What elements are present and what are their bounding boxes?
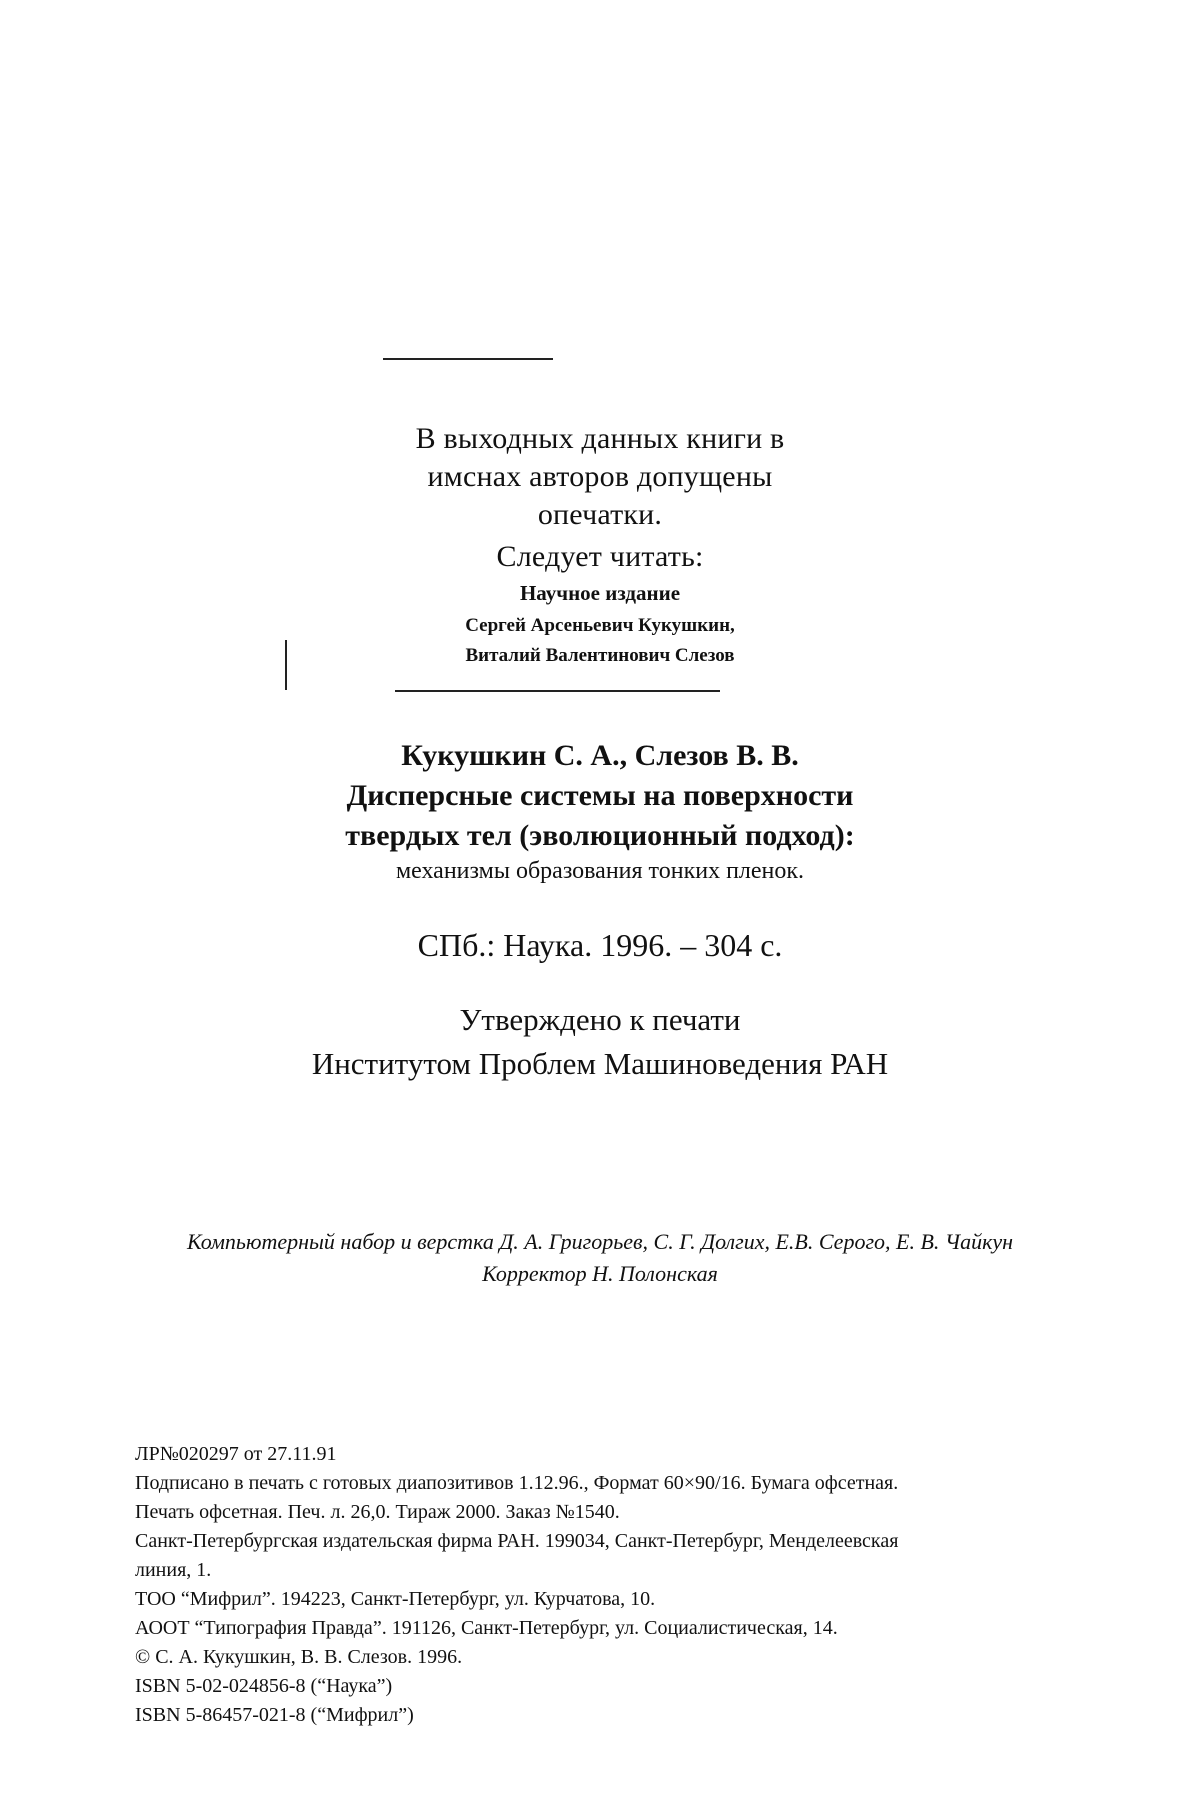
errata-notice [340, 420, 860, 670]
book-title-line: твердых тел (эволюционный подход): [345, 819, 855, 852]
errata-line: опечатки. [537, 498, 663, 531]
errata-line: имснах авторов допущены [427, 460, 773, 493]
publication-line: СПб.: Наука. 1996. – 304 с. [417, 927, 783, 963]
imprint-line: Санкт-Петербургская издательская фирма РАН. 199034, Санкт-Петербург, Менделеевская [135, 1530, 899, 1552]
errata-bottom-rule [395, 690, 720, 692]
approval-block [200, 1000, 1000, 1084]
approval-line: Институтом Проблем Машиноведения РАН [311, 1046, 889, 1081]
errata-author-line: Сергей Арсеньевич Кукушкин, [465, 615, 735, 636]
errata-author-line: Виталий Валентинович Слезов [465, 645, 735, 666]
errata-line: Следует читать: [496, 540, 704, 573]
imprint-line: АООТ “Типография Правда”. 191126, Санкт-Петербург, ул. Социалистическая, 14. [135, 1617, 838, 1639]
imprint-line: © С. А. Кукушкин, В. В. Слезов. 1996. [135, 1646, 463, 1668]
book-title-line: Дисперсные системы на поверхности [346, 779, 854, 812]
top-rule [383, 358, 553, 360]
imprint-line: ТОО “Мифрил”. 194223, Санкт-Петербург, ул. Курчатова, 10. [135, 1588, 656, 1610]
errata-line: В выходных данных книги в [415, 422, 785, 455]
publication-info [200, 925, 1000, 965]
approval-line: Утверждено к печати [459, 1002, 741, 1037]
imprint-line: Печать офсетная. Печ. л. 26,0. Тираж 2000. Заказ №1540. [135, 1501, 620, 1523]
imprint-line: ЛР№020297 от 27.11.91 [135, 1443, 337, 1465]
book-subtitle: механизмы образования тонких пленок. [395, 858, 805, 884]
errata-edition-label: Научное издание [519, 581, 681, 605]
imprint-block [135, 1440, 1095, 1730]
isbn-line: ISBN 5-02-024856-8 (“Наука”) [135, 1675, 393, 1697]
book-title-block [200, 737, 1000, 887]
book-authors: Кукушкин С. А., Слезов В. В. [401, 739, 799, 772]
isbn-line: ISBN 5-86457-021-8 (“Мифрил”) [135, 1704, 414, 1726]
imprint-line: линия, 1. [135, 1559, 212, 1581]
imprint-line: Подписано в печать с готовых диапозитивов 1.12.96., Формат 60×90/16. Бумага офсетная. [135, 1472, 899, 1494]
errata-side-bar [285, 640, 287, 690]
credits-line: Компьютерный набор и верстка Д. А. Григорьев, С. Г. Долгих, Е.В. Серого, Е. В. Чайкун [186, 1229, 1014, 1254]
credits-line: Корректор Н. Полонская [482, 1261, 718, 1286]
credits-block [60, 1226, 1140, 1290]
